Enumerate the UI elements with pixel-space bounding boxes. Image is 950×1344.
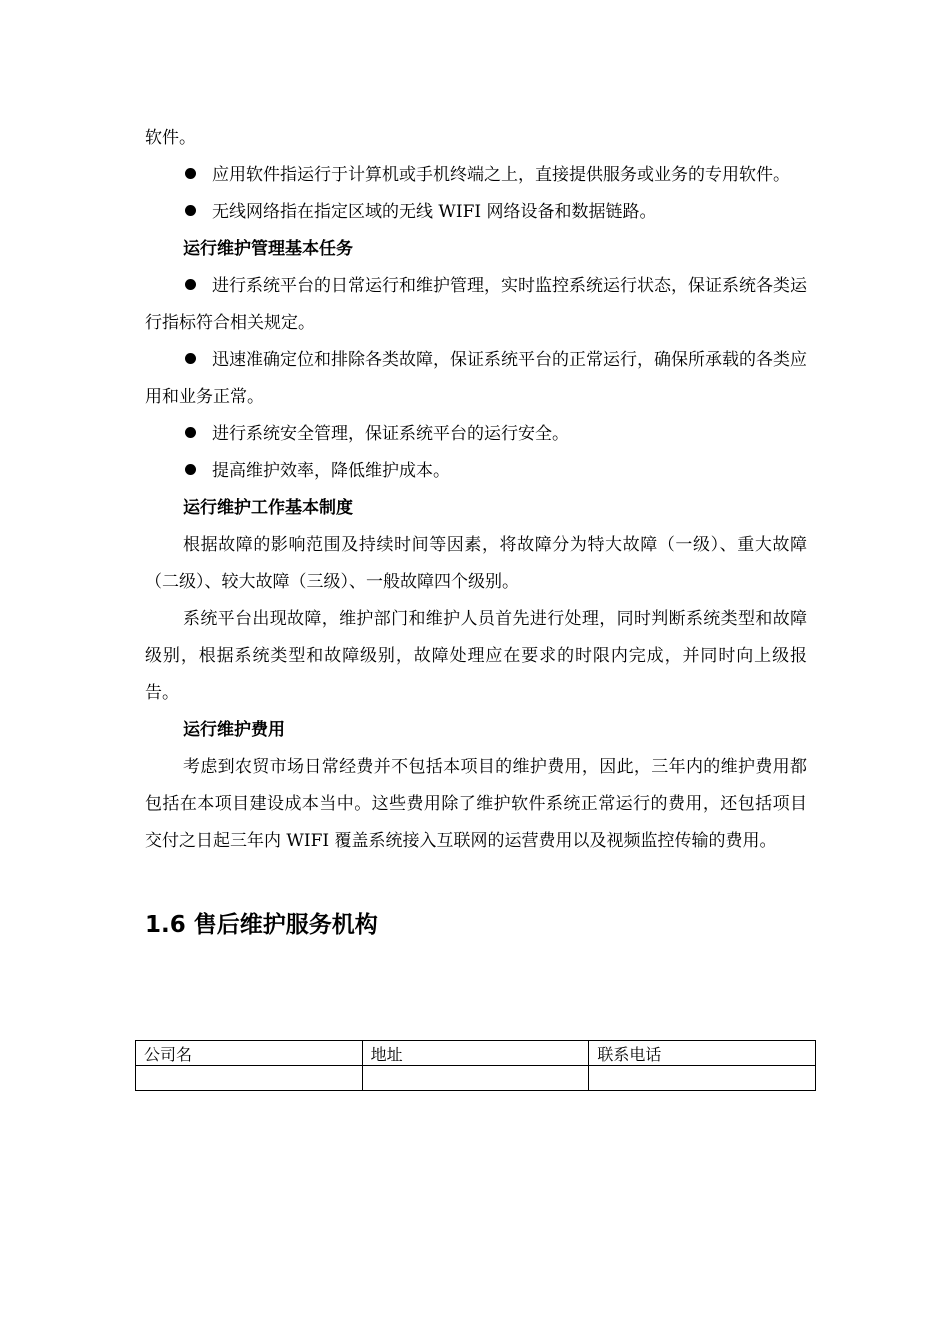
subheading-basic-tasks: 运行维护管理基本任务: [183, 239, 353, 259]
bullet-item-daily-operation: [145, 268, 807, 342]
subheading-basic-rules: 运行维护工作基本制度: [183, 498, 353, 518]
paragraph-continuation: 软件。: [145, 128, 196, 148]
table-header-cell: 公司名: [136, 1041, 363, 1066]
bullet-text: 应用软件指运行于计算机或手机终端之上，直接提供服务或业务的专用软件。: [212, 165, 790, 185]
bullet-item-application-software: [145, 157, 807, 194]
table-header-row: [136, 1041, 816, 1066]
bullet-text: 无线网络指在指定区域的无线 WIFI 网络设备和数据链路。: [212, 202, 657, 222]
bullet-text: 迅速准确定位和排除各类故障，保证系统平台的正常运行，确保所承载的各类应用和业务正常。: [145, 350, 807, 407]
table-header-cell: 联系电话: [589, 1041, 816, 1066]
table-row: [136, 1066, 816, 1091]
paragraph-fault-levels: 根据故障的影响范围及持续时间等因素，将故障分为特大故障（一级）、重大故障（二级）、较大故障（三级）、一般故障四个级别。: [145, 535, 807, 592]
bullet-dot-icon: [185, 168, 196, 179]
bullet-item-efficiency: [145, 453, 807, 490]
table-cell: [136, 1066, 363, 1091]
section-title: 1.6 售后维护服务机构: [145, 912, 378, 938]
paragraph-maintenance-cost: 考虑到农贸市场日常经费并不包括本项目的维护费用，因此，三年内的维护费用都包括在本项目建设成本当中。这些费用除了维护软件系统正常运行的费用，还包括项目交付之日起三年内 WIFI 覆盖系统接入互联网的运营费用以及视频监控传输的费用。: [145, 757, 807, 851]
bullet-text: 进行系统安全管理，保证系统平台的运行安全。: [212, 424, 569, 444]
table-header-cell: 地址: [362, 1041, 589, 1066]
bullet-item-security: [145, 416, 807, 453]
subheading-maintenance-cost: 运行维护费用: [183, 720, 285, 740]
service-organization-table: [135, 1040, 816, 1091]
bullet-text: 提高维护效率，降低维护成本。: [212, 461, 450, 481]
bullet-item-fault-location: [145, 342, 807, 416]
bullet-dot-icon: [185, 205, 196, 216]
bullet-dot-icon: [185, 279, 196, 290]
document-body: [145, 120, 807, 940]
table-cell: [589, 1066, 816, 1091]
bullet-item-wireless-network: [145, 194, 807, 231]
paragraph-fault-handling: 系统平台出现故障，维护部门和维护人员首先进行处理，同时判断系统类型和故障级别，根据系统类型和故障级别，故障处理应在要求的时限内完成，并同时向上级报告。: [145, 609, 807, 703]
bullet-dot-icon: [185, 464, 196, 475]
table-cell: [362, 1066, 589, 1091]
bullet-dot-icon: [185, 427, 196, 438]
bullet-dot-icon: [185, 353, 196, 364]
bullet-text: 进行系统平台的日常运行和维护管理，实时监控系统运行状态，保证系统各类运行指标符合相关规定。: [145, 276, 807, 333]
